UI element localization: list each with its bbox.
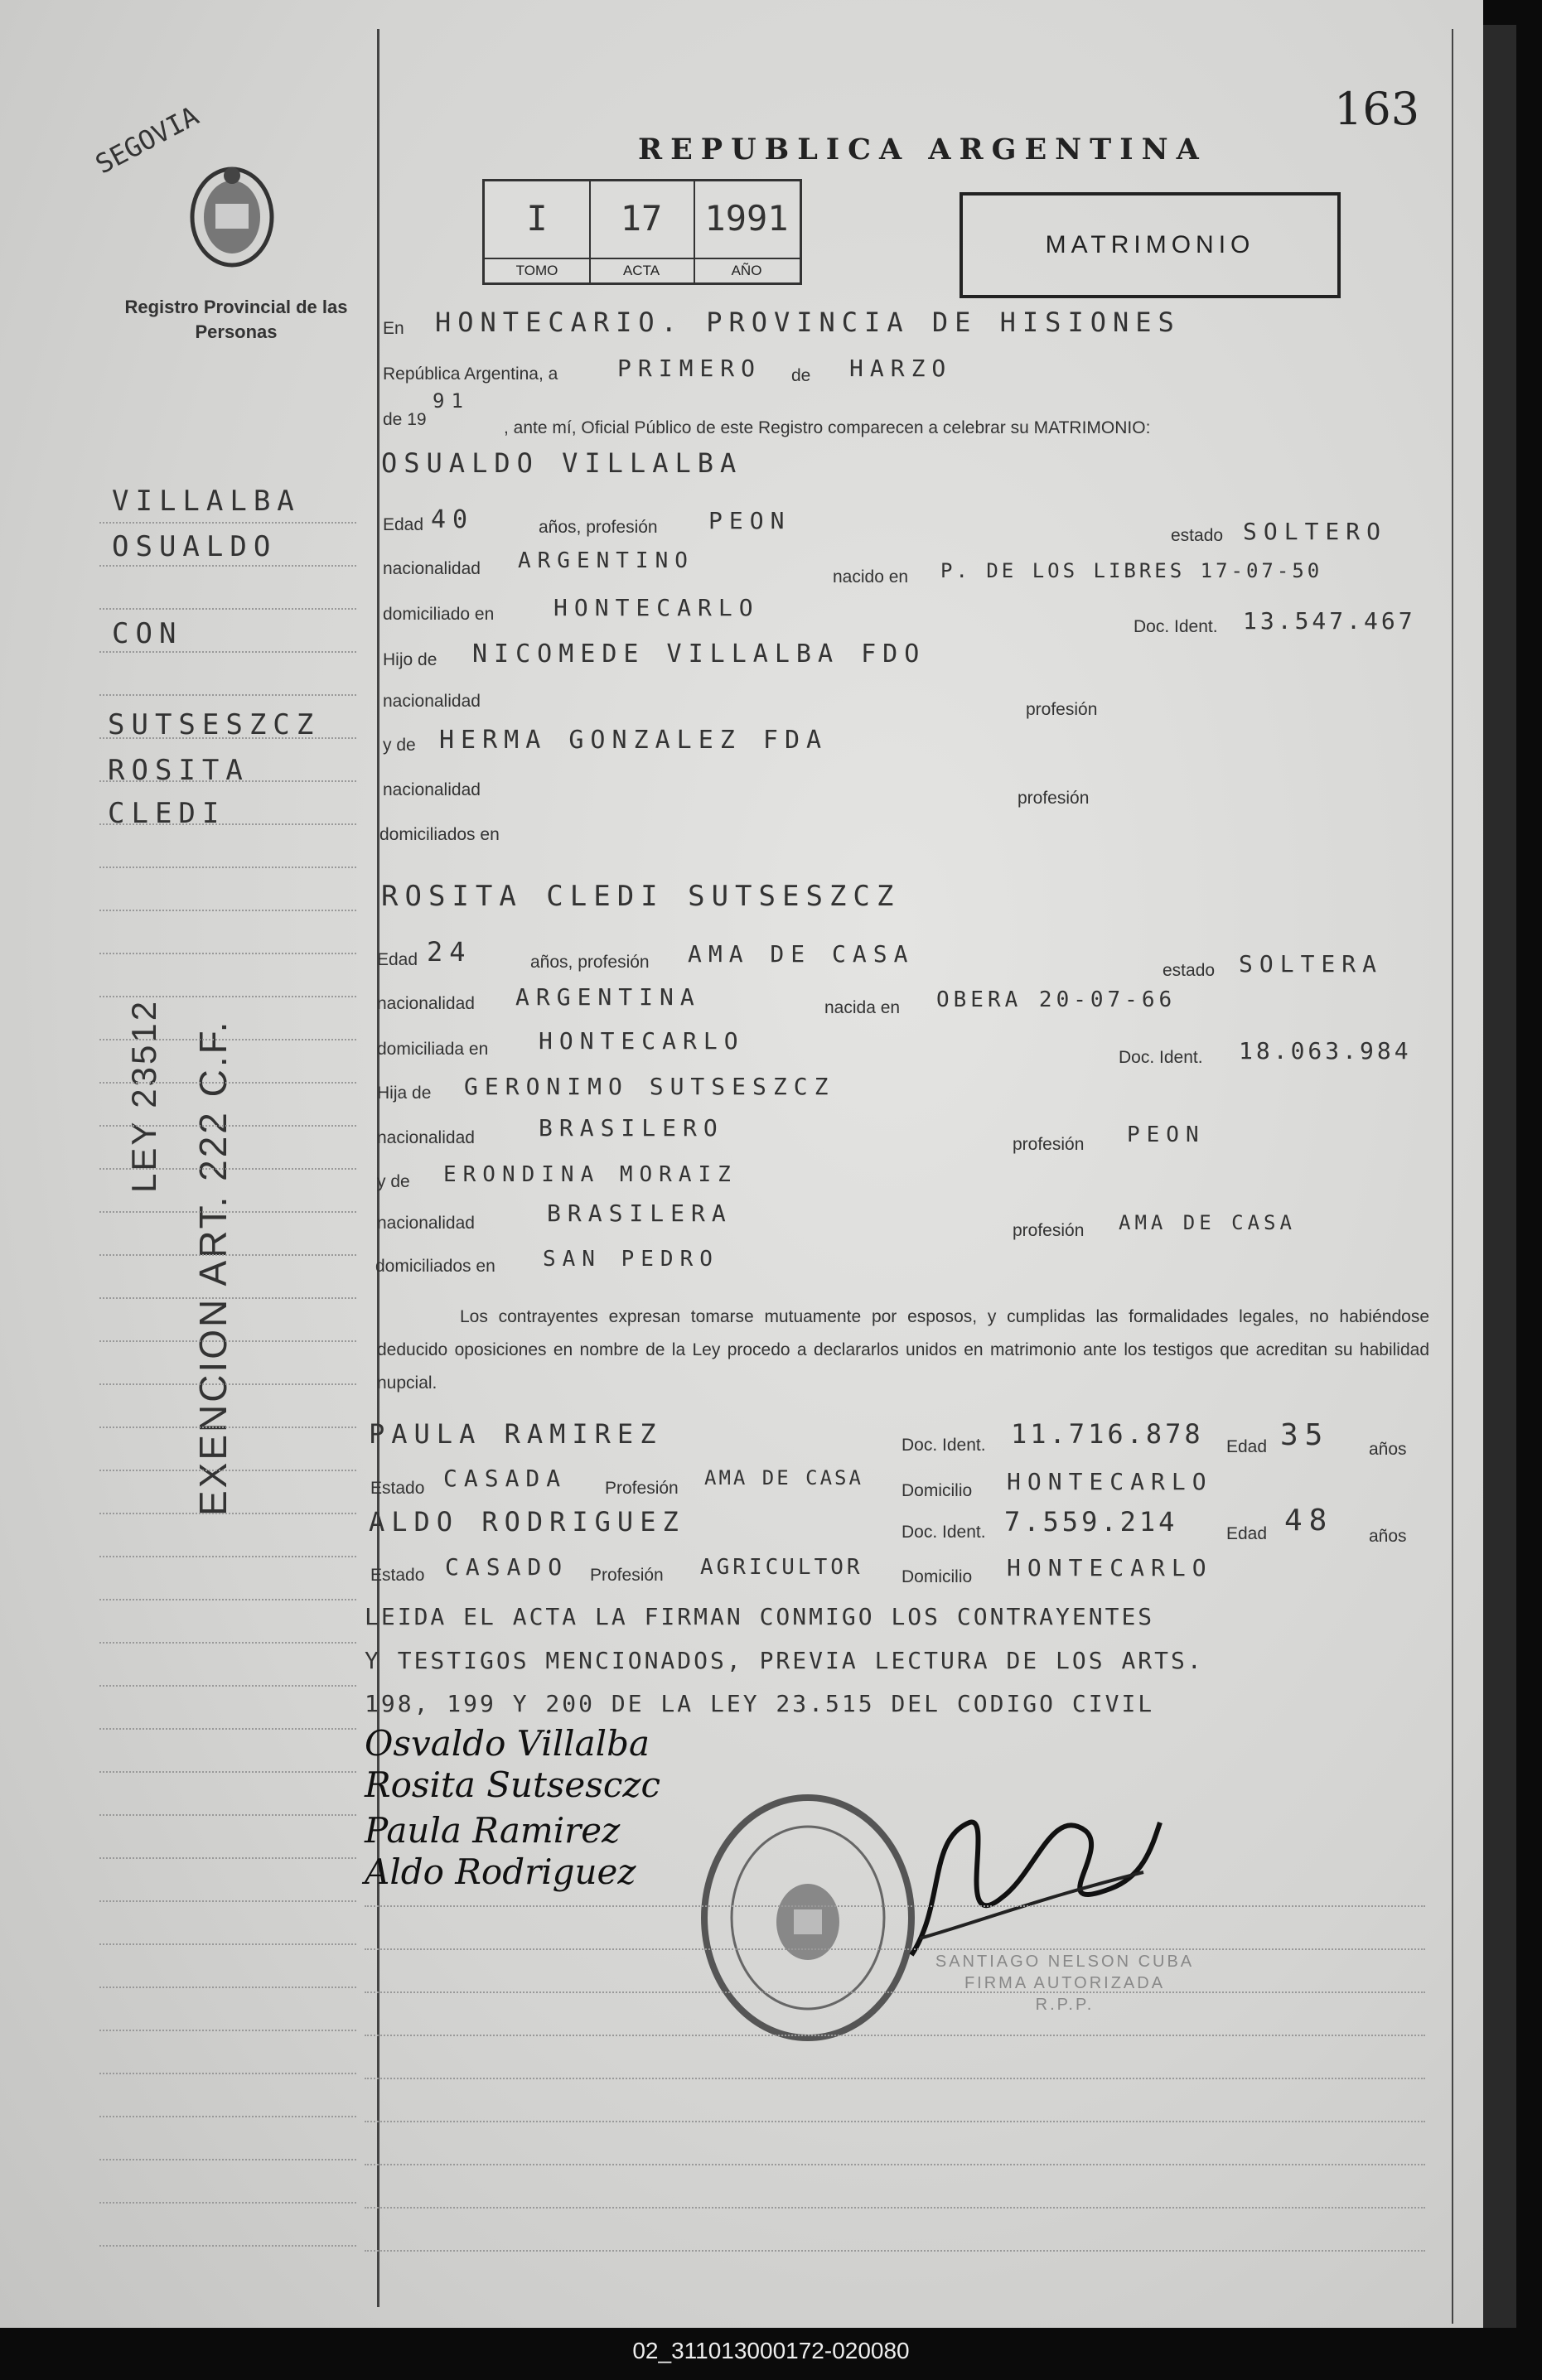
witness2-edad-label: Edad	[1226, 1524, 1268, 1543]
acta-value: 17	[620, 198, 663, 239]
margin-ruled-line	[99, 1168, 356, 1170]
margin-ruled-line	[99, 1082, 356, 1084]
bride-doc: 18.063.984	[1239, 1037, 1412, 1064]
signature-groom: Osvaldo Villalba	[365, 1723, 650, 1764]
bride-profesion: AMA DE CASA	[688, 940, 915, 968]
groom-edad-label: Edad	[383, 515, 424, 534]
groom-full-name: OSUALDO VILLALBA	[381, 447, 743, 479]
groom-yde-label: y de	[383, 736, 416, 755]
tomo-label: TOMO	[485, 258, 589, 282]
margin-ruled-line	[99, 953, 356, 954]
groom-domicilio: HONTECARLO	[553, 594, 760, 621]
en-label: En	[383, 319, 404, 338]
witness2-anos-label: años	[1369, 1527, 1407, 1546]
bride-doc-label: Doc. Ident.	[1119, 1048, 1203, 1067]
document-type: MATRIMONIO	[960, 192, 1341, 298]
groom-mother-nac-label: nacionalidad	[383, 780, 481, 799]
main-ruled-line	[365, 2121, 1425, 2122]
bride-father-nac-label: nacionalidad	[377, 1128, 475, 1147]
witness1-edad: 35	[1280, 1418, 1330, 1452]
witness1-name: PAULA RAMIREZ	[369, 1418, 663, 1450]
main-ruled-line	[365, 1991, 1425, 1993]
bride-profesion-label: años, profesión	[530, 953, 650, 972]
authority-title: FIRMA AUTORIZADA	[964, 1974, 1166, 1992]
country-title: REPUBLICA ARGENTINA	[638, 133, 1207, 167]
margin-ruled-line	[99, 1383, 356, 1385]
witness1-estado-label: Estado	[370, 1479, 425, 1498]
margin-ruled-line	[99, 1987, 356, 1988]
law-stamp: LEY 23512	[124, 998, 163, 1193]
margin-ruled-line	[99, 1427, 356, 1428]
bride-father-prof-label: profesión	[1013, 1135, 1085, 1154]
witness1-profesion: AMA DE CASA	[704, 1466, 863, 1489]
year-prefix: de 19	[383, 410, 427, 429]
margin-ruled-line	[99, 1814, 356, 1816]
witness2-doc: 7.559.214	[1004, 1506, 1178, 1538]
bride-father-nac: BRASILERO	[539, 1114, 724, 1142]
bride-domiciliados: SAN PEDRO	[543, 1247, 719, 1272]
witness2-profesion: AGRICULTOR	[700, 1555, 863, 1580]
groom-doc: 13.547.467	[1243, 607, 1416, 635]
tomo-acta-ano-box	[482, 179, 802, 285]
official-round-stamp-icon	[696, 1789, 920, 2046]
bride-estado-label: estado	[1163, 961, 1216, 980]
bride-hija-label: Hija de	[377, 1084, 432, 1103]
margin-ruled-line	[99, 2116, 356, 2117]
filename-label: 02_311013000172-020080	[632, 2338, 910, 2363]
bride-nacionalidad: ARGENTINA	[515, 983, 701, 1011]
witness1-edad-label: Edad	[1226, 1437, 1268, 1456]
groom-profesion: PEON	[708, 507, 791, 534]
groom-hijo-label: Hijo de	[383, 650, 437, 669]
bride-estado: SOLTERA	[1239, 950, 1384, 978]
margin-ruled-line	[99, 1470, 356, 1471]
bride-mother: ERONDINA MORAIZ	[443, 1162, 737, 1187]
margin-ruled-line	[99, 1857, 356, 1859]
bride-nacida: OBERA 20-07-66	[936, 987, 1177, 1012]
margin-ruled-line	[99, 2245, 356, 2247]
authority-office: R.P.P.	[1035, 1996, 1095, 2014]
groom-nacido: P. DE LOS LIBRES 17-07-50	[940, 559, 1323, 582]
margin-ruled-line	[99, 1125, 356, 1127]
witness2-profesion-label: Profesión	[590, 1566, 664, 1585]
witness1-profesion-label: Profesión	[605, 1479, 679, 1498]
margin-ruled-line	[99, 694, 356, 696]
groom-doc-label: Doc. Ident.	[1134, 617, 1218, 636]
bride-mother-prof: AMA DE CASA	[1119, 1211, 1296, 1234]
margin-bride-name1: ROSITA	[108, 754, 249, 787]
groom-father-nac-label: nacionalidad	[383, 692, 481, 711]
main-ruled-line	[365, 2250, 1425, 2252]
margin-ruled-line	[99, 1297, 356, 1299]
margin-ruled-line	[99, 522, 356, 524]
margin-ruled-line	[99, 651, 356, 653]
place-value: HONTECARIO. PROVINCIA DE HISIONES	[435, 307, 1181, 338]
witness1-anos-label: años	[1369, 1440, 1407, 1459]
right-border	[1452, 29, 1453, 2324]
signature-bride: Rosita Sutsesczc	[365, 1764, 660, 1805]
bride-domicilio: HONTECARLO	[539, 1027, 745, 1055]
bride-domiciliados-label: domiciliados en	[375, 1257, 495, 1276]
segovia-stamp: SEGOVIA	[89, 99, 204, 181]
bride-edad: 24	[427, 936, 472, 968]
margin-bride-name2: CLEDI	[108, 797, 226, 830]
margin-ruled-line	[99, 1599, 356, 1600]
groom-domiciliados-label: domiciliados en	[379, 825, 500, 844]
margin-ruled-line	[99, 1211, 356, 1213]
margin-ruled-line	[99, 737, 356, 739]
witness2-domicilio: HONTECARLO	[1007, 1554, 1213, 1581]
margin-ruled-line	[99, 1039, 356, 1040]
witness2-domicilio-label: Domicilio	[902, 1567, 973, 1586]
year-value: 91	[433, 389, 470, 413]
signature-witness1: Paula Ramirez	[365, 1810, 621, 1851]
bride-domiciliada-label: domiciliada en	[377, 1040, 489, 1059]
witness1-doc-label: Doc. Ident.	[902, 1436, 986, 1455]
main-ruled-line	[365, 1905, 1425, 1907]
groom-mother: HERMA GONZALEZ FDA	[439, 726, 829, 755]
margin-ruled-line	[99, 1513, 356, 1514]
margin-ruled-line	[99, 1900, 356, 1902]
witness1-domicilio: HONTECARLO	[1007, 1468, 1213, 1495]
groom-nacionalidad: ARGENTINO	[518, 548, 694, 573]
main-ruled-line	[365, 2035, 1425, 2036]
margin-groom-surname: VILLALBA	[112, 485, 301, 518]
witness2-name: ALDO RODRIGUEZ	[369, 1506, 685, 1538]
republic-label: República Argentina, a	[383, 364, 558, 384]
page-number: 163	[1334, 83, 1420, 135]
bride-edad-label: Edad	[377, 950, 418, 969]
tomo-value: I	[526, 198, 548, 239]
month-value: HARZO	[849, 355, 953, 382]
intro-text: , ante mí, Oficial Público de este Registro comparecen a celebrar su MATRIMONIO:	[504, 418, 1151, 437]
margin-ruled-line	[99, 1728, 356, 1730]
bride-mother-nac-label: nacionalidad	[377, 1214, 475, 1233]
margin-ruled-line	[99, 2202, 356, 2204]
main-ruled-line	[365, 2207, 1425, 2209]
bride-nacionalidad-label: nacionalidad	[377, 994, 475, 1013]
bride-nacida-label: nacida en	[824, 998, 901, 1017]
declaration-text: Los contrayentes expresan tomarse mutuamente por esposos, y cumplidas las formalidades legales, no habiéndose deducido oposiciones en nombre de la Ley procedo a declararlos unidos en matrimonio ante los testigos que acreditan su habilidad nupcial.	[377, 1307, 1429, 1393]
groom-profesion-label: años, profesión	[539, 518, 658, 537]
bride-mother-nac: BRASILERA	[547, 1200, 732, 1227]
margin-bride-surname: SUTSESZCZ	[108, 708, 321, 741]
groom-domiciliado-label: domiciliado en	[383, 605, 495, 624]
margin-ruled-line	[99, 1254, 356, 1256]
witness1-domicilio-label: Domicilio	[902, 1481, 973, 1500]
bride-father-prof: PEON	[1127, 1122, 1206, 1147]
main-ruled-line	[365, 1948, 1425, 1950]
margin-ruled-line	[99, 1943, 356, 1945]
de-label: de	[791, 366, 811, 385]
groom-father-prof-label: profesión	[1026, 700, 1098, 719]
witness2-estado: CASADO	[445, 1553, 569, 1581]
main-ruled-line	[365, 2164, 1425, 2165]
coat-of-arms-icon	[182, 157, 282, 273]
registry-name: Registro Provincial de las Personas	[124, 297, 348, 342]
bride-yde-label: y de	[377, 1172, 410, 1191]
margin-ruled-line	[99, 867, 356, 868]
margin-ruled-line	[99, 1556, 356, 1557]
witness2-edad: 48	[1284, 1504, 1334, 1538]
signature-witness2: Aldo Rodriguez	[365, 1851, 636, 1892]
margin-ruled-line	[99, 1642, 356, 1644]
margin-ruled-line	[99, 780, 356, 782]
margin-divider	[377, 29, 379, 2307]
authority-stamp	[928, 1951, 1201, 2016]
closing-line-1: LEIDA EL ACTA LA FIRMAN CONMIGO LOS CONTRAYENTES	[365, 1603, 1155, 1630]
margin-con: CON	[112, 617, 183, 650]
bride-full-name: ROSITA CLEDI SUTSESZCZ	[381, 880, 901, 913]
main-ruled-line	[365, 2078, 1425, 2079]
groom-father: NICOMEDE VILLALBA FDO	[472, 640, 926, 669]
ano-value: 1991	[704, 198, 789, 239]
book-binding	[1483, 25, 1516, 2328]
bride-mother-prof-label: profesión	[1013, 1221, 1085, 1240]
margin-ruled-line	[99, 2159, 356, 2160]
day-value: PRIMERO	[617, 355, 762, 382]
witness1-estado: CASADA	[443, 1465, 568, 1492]
closing-line-3: 198, 199 Y 200 DE LA LEY 23.515 DEL CODIGO CIVIL	[365, 1690, 1155, 1717]
margin-ruled-line	[99, 1340, 356, 1342]
margin-ruled-line	[99, 996, 356, 997]
margin-ruled-line	[99, 565, 356, 567]
witness2-estado-label: Estado	[370, 1566, 425, 1585]
witness1-doc: 11.716.878	[1011, 1418, 1204, 1450]
authority-name: SANTIAGO NELSON CUBA	[935, 1953, 1195, 1971]
groom-estado: SOLTERO	[1243, 518, 1388, 545]
closing-line-2: Y TESTIGOS MENCIONADOS, PREVIA LECTURA DE LOS ARTS.	[365, 1647, 1204, 1674]
margin-ruled-line	[99, 823, 356, 825]
margin-ruled-line	[99, 2030, 356, 2031]
margin-ruled-line	[99, 608, 356, 610]
margin-ruled-line	[99, 1771, 356, 1773]
margin-groom-name: OSUALDO	[112, 530, 278, 563]
acta-label: ACTA	[589, 258, 694, 282]
witness2-doc-label: Doc. Ident.	[902, 1523, 986, 1542]
margin-ruled-line	[99, 1685, 356, 1687]
groom-nacionalidad-label: nacionalidad	[383, 559, 481, 578]
groom-edad: 40	[431, 505, 475, 534]
exemption-stamp: EXENCION ART. 222 C.F.	[191, 1019, 234, 1516]
groom-mother-prof-label: profesión	[1018, 789, 1090, 808]
bride-father: GERONIMO SUTSESZCZ	[464, 1073, 835, 1100]
groom-nacido-label: nacido en	[833, 567, 909, 587]
margin-ruled-line	[99, 2073, 356, 2074]
ano-label: AÑO	[694, 258, 800, 282]
margin-ruled-line	[99, 910, 356, 911]
groom-estado-label: estado	[1171, 526, 1224, 545]
